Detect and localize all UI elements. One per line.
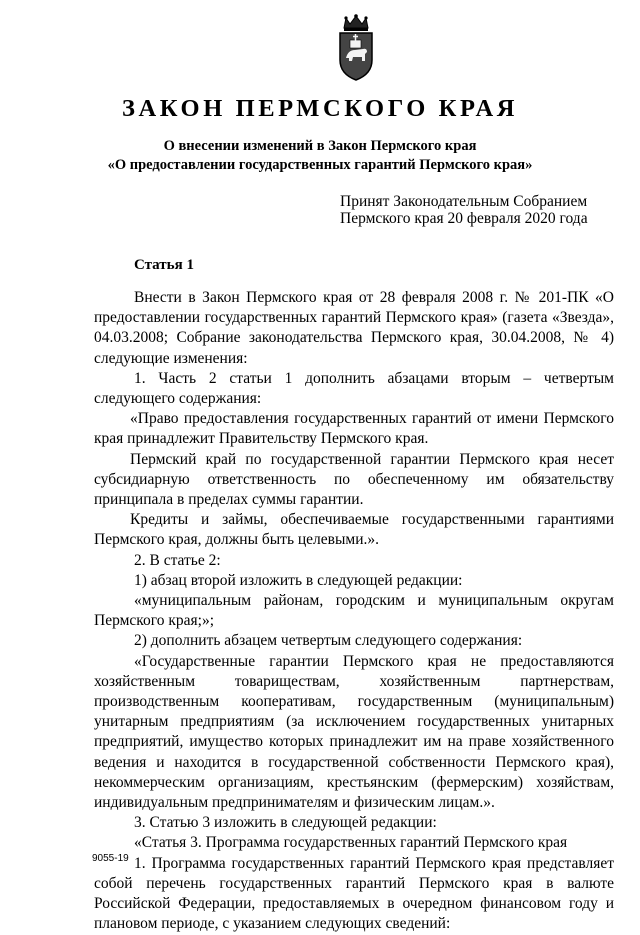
coat-of-arms-emblem	[335, 14, 377, 82]
paragraph-item-3: 3. Статью 3 изложить в следующей редакции:	[134, 814, 437, 832]
law-title: ЗАКОН ПЕРМСКОГО КРАЯ	[121, 95, 519, 122]
paragraph-subitem-2: 2) дополнить абзацем четвертым следующего содержания:	[134, 632, 523, 650]
document-code: 9055-19	[92, 853, 129, 864]
paragraph-quote-5: «Государственные гарантии Пермского края не предоставляются хозяйственным товариществам, хозяйственным партнерствам, производственным кооперативам, государственным (муниципальным) унитарным предприятиям (за исключением государственных унитарных предприятий, имущество которых принадлежит им на праве хозяйственного ведения и находится в государственной собственности Пермского края), некоммерческим организациям, крестьянским (фермерским) хозяйствам, индивидуальным предпринимателям и физическим лицам.».	[94, 652, 614, 812]
subtitle-line-2: «О предоставлении государственных гарантий Пермского края»	[107, 157, 533, 173]
paragraph-quote-2: Пермский край по государственной гарантии Пермского края несет субсидиарную ответственность по обеспеченному им обязательству принципала в пределах суммы гарантии.	[94, 450, 614, 509]
article-body	[94, 288, 614, 935]
adoption-note	[340, 193, 588, 227]
paragraph-article-3-title: «Статья 3. Программа государственных гарантий Пермского края	[134, 834, 568, 852]
article-heading: Статья 1	[134, 257, 194, 273]
adoption-line-2: Пермского края 20 февраля 2020 года	[340, 210, 588, 227]
paragraph-article-3-part-1: 1. Программа государственных гарантий Пермского края представляет собой перечень государственных гарантий Пермского края в валюте Российской Федерации, предоставляемых в очередном финансовом году и плановом периоде, с указанием следующих сведений:	[94, 854, 614, 933]
paragraph-subitem-1: 1) абзац второй изложить в следующей редакции:	[134, 571, 463, 589]
paragraph-quote-1: «Право предоставления государственных гарантий от имени Пермского края принадлежит Правительству Пермского края.	[94, 410, 614, 448]
paragraph-item-1: 1. Часть 2 статьи 1 дополнить абзацами вторым – четвертым следующего содержания:	[94, 369, 614, 408]
subtitle-line-1: О внесении изменений в Закон Пермского края	[163, 138, 477, 154]
adoption-line-1: Принят Законодательным Собранием	[340, 193, 588, 210]
paragraph-intro: Внести в Закон Пермского края от 28 февраля 2008 г. № 201-ПК «О предоставлении государственных гарантий Пермского края» (газета «Звезда», 04.03.2008; Собрание законодательства Пермского края, 30.04.2008, № 4) следующие изменения:	[94, 289, 614, 367]
law-subtitle	[0, 137, 640, 175]
paragraph-quote-3: Кредиты и займы, обеспечиваемые государственными гарантиями Пермского края, должны быть целевыми.».	[94, 511, 614, 549]
paragraph-quote-4: «муниципальным районам, городским и муниципальным округам Пермского края;»;	[94, 592, 614, 630]
paragraph-item-2: 2. В статье 2:	[134, 551, 221, 569]
